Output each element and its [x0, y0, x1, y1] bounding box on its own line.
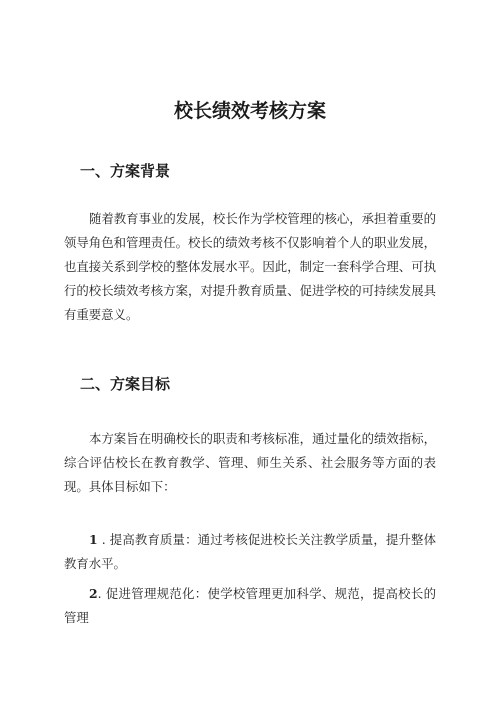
list-item-separator: . [97, 532, 110, 547]
list-item-number: 2 [89, 586, 98, 601]
list-item-number: 1 [89, 532, 98, 547]
list-item-text: 促进管理规范化：使学校管理更加科学、规范，提高校长的管理 [64, 586, 436, 625]
section-heading-goals: 二、方案目标 [80, 375, 171, 393]
paragraph-background: 随着教育事业的发展，校长作为学校管理的核心，承担着重要的领导角色和管理责任。校长的绩效考核不仅影响着个人的职业发展，也直接关系到学校的整体发展水平。因此，制定一套科学合理、可执行的校长绩效考核方案，对提升教育质量、促进学校的可持续发展具有重要意义。 [64, 211, 436, 322]
list-item-separator: . [97, 586, 106, 601]
list-item [64, 528, 436, 576]
paragraph-goals: 本方案旨在明确校长的职责和考核标准，通过量化的绩效指标，综合评估校长在教育教学、管理、师生关系、社会服务等方面的表现。具体目标如下： [64, 431, 436, 494]
list-item-text: 提高教育质量：通过考核促进校长关注教学质量，提升整体教育水平。 [64, 532, 437, 571]
page-title: 校长绩效考核方案 [173, 100, 326, 122]
section-heading-background: 一、方案背景 [80, 162, 171, 180]
list-item [64, 582, 436, 630]
